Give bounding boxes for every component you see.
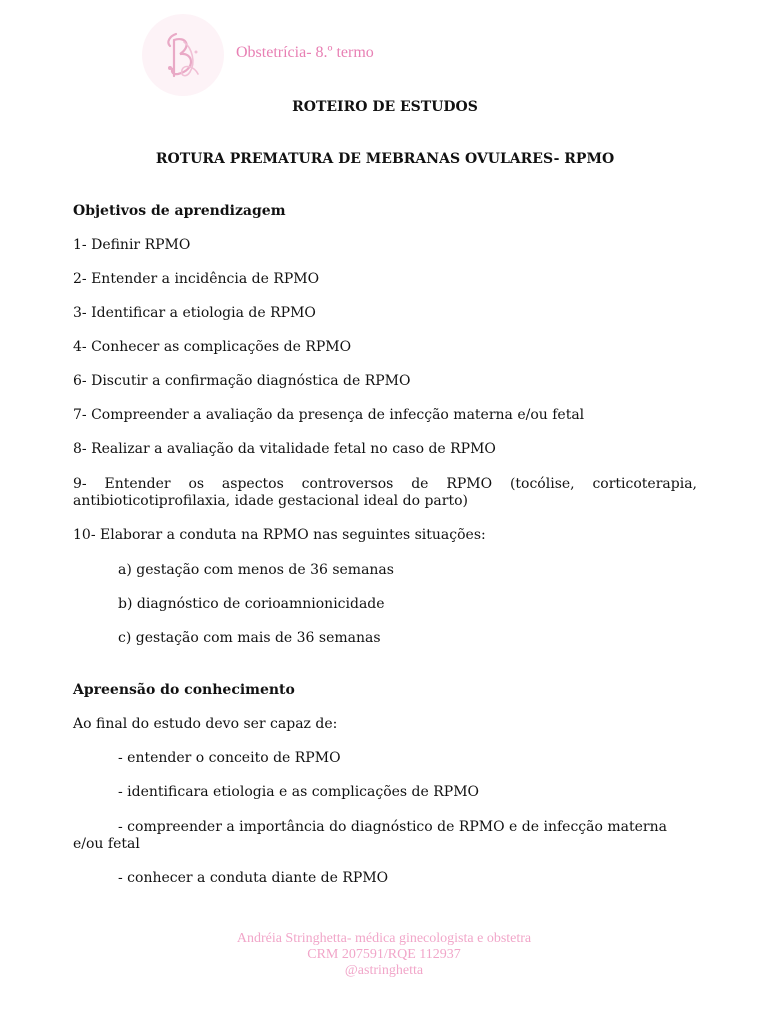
list-item: 2- Entender a incidência de RPMO bbox=[73, 271, 320, 287]
footer-author: Andréia Stringhetta- médica ginecologista e obstetra bbox=[236, 931, 532, 946]
list-item: 10- Elaborar a conduta na RPMO nas seguintes situações: bbox=[73, 527, 486, 543]
list-item: 8- Realizar a avaliação da vitalidade fetal no caso de RPMO bbox=[73, 441, 496, 457]
sub-item-line: e/ou fetal bbox=[73, 836, 140, 852]
list-item: 1- Definir RPMO bbox=[73, 237, 191, 253]
list-item: 7- Compreender a avaliação da presença de infecção materna e/ou fetal bbox=[73, 407, 585, 423]
footer-handle: @astringhetta bbox=[344, 963, 424, 978]
list-item-line: 9- Entender os aspectos controversos de RPMO (tocólise, corticoterapia, bbox=[73, 476, 697, 492]
list-item: 3- Identificar a etiologia de RPMO bbox=[73, 305, 316, 321]
monogram-b-logo-icon bbox=[140, 12, 226, 98]
knowledge-intro: Ao final do estudo devo ser capaz de: bbox=[73, 716, 338, 732]
list-item: 6- Discutir a confirmação diagnóstica de RPMO bbox=[73, 373, 411, 389]
sub-item: - conhecer a conduta diante de RPMO bbox=[118, 870, 389, 886]
sub-item: b) diagnóstico de corioamnionicidade bbox=[118, 596, 385, 612]
page-footer bbox=[0, 931, 768, 979]
doc-heading: ROTEIRO DE ESTUDOS bbox=[292, 99, 478, 115]
sub-item: - identificara etiologia e as complicações de RPMO bbox=[118, 784, 480, 800]
doc-subheading: ROTURA PREMATURA DE MEBRANAS OVULARES- RPMO bbox=[155, 151, 615, 167]
knowledge-title: Apreensão do conhecimento bbox=[73, 682, 295, 698]
sub-item: a) gestação com menos de 36 semanas bbox=[118, 562, 394, 578]
list-item-line: antibioticotiprofilaxia, idade gestacional ideal do parto) bbox=[73, 493, 468, 509]
objectives-title: Objetivos de aprendizagem bbox=[73, 203, 286, 219]
sub-item: c) gestação com mais de 36 semanas bbox=[118, 630, 381, 646]
list-item: 4- Conhecer as complicações de RPMO bbox=[73, 339, 352, 355]
sub-item: - entender o conceito de RPMO bbox=[118, 750, 341, 766]
sub-item-line: - compreender a importância do diagnóstico de RPMO e de infecção materna bbox=[118, 819, 667, 835]
course-title: Obstetrícia- 8.º termo bbox=[236, 44, 374, 61]
footer-registration: CRM 207591/RQE 112937 bbox=[307, 947, 461, 962]
